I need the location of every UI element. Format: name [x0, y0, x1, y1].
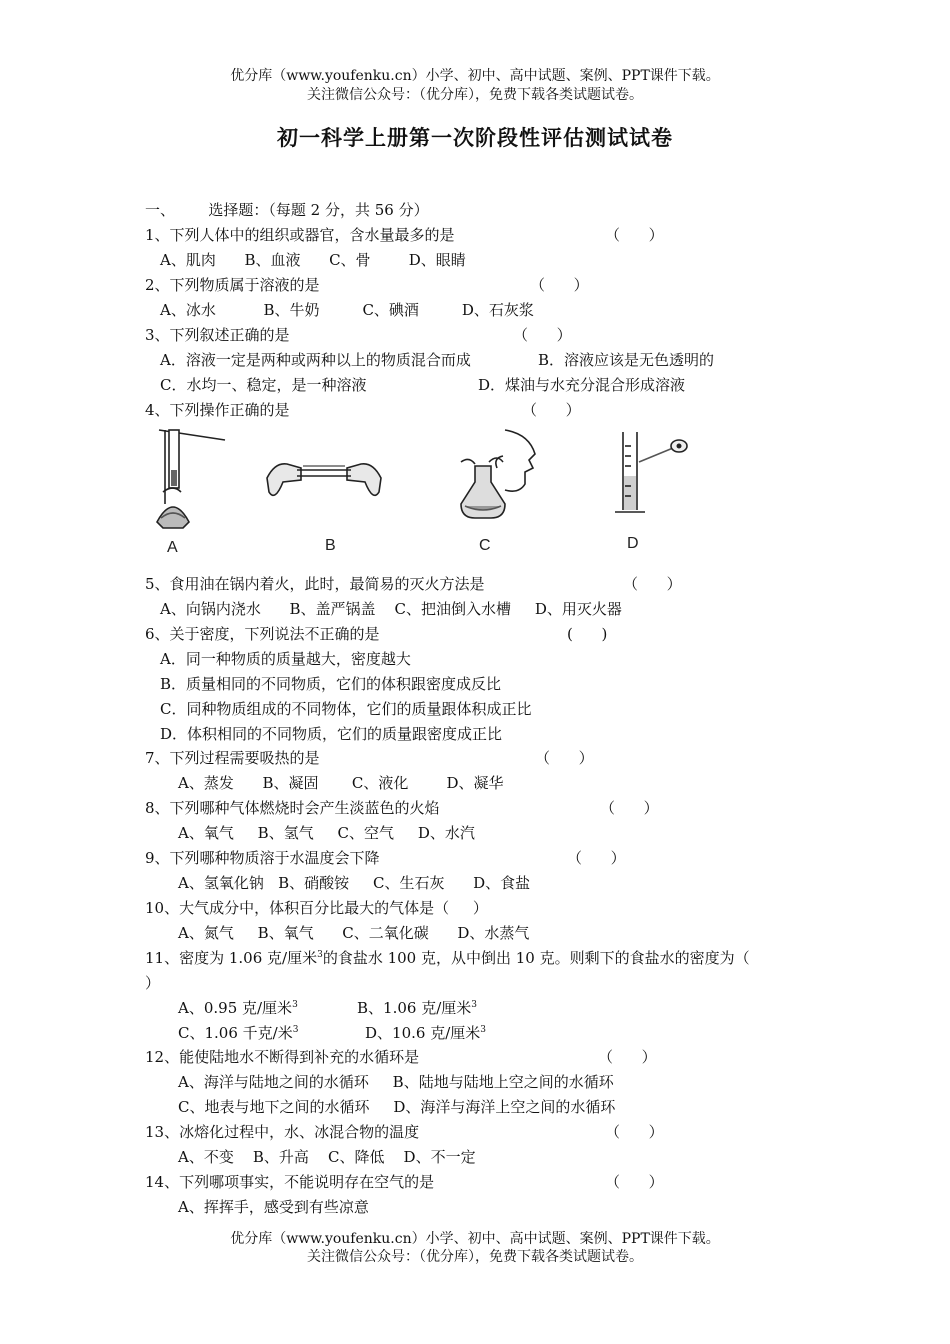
question-1-options: A、肌肉 B、血液 C、骨 D、眼睛 — [160, 251, 466, 269]
question-11-option-d-text: D、10.6 克/厘米 — [365, 1024, 481, 1042]
question-7-options: A、蒸发 B、凝固 C、液化 D、凝华 — [178, 774, 504, 792]
question-6-stem: 6、关于密度，下列说法不正确的是 — [145, 625, 380, 643]
question-11-option-a — [178, 997, 298, 1019]
lab-operations-figure — [145, 426, 705, 561]
question-6-answer-bracket: ( ) — [567, 625, 608, 643]
question-14-answer-bracket: （ ） — [605, 1173, 664, 1191]
question-6-option-d: D．体积相同的不同物质，它们的质量跟密度成正比 — [160, 725, 503, 743]
question-9-answer-bracket: （ ） — [567, 849, 626, 867]
figure-d-graduated-cylinder — [615, 432, 687, 512]
question-3-stem: 3、下列叙述正确的是 — [145, 326, 290, 344]
figure-a-test-tube-heating — [157, 430, 225, 528]
figure-label-b: B — [325, 537, 336, 554]
question-6-option-c: C．同种物质组成的不同物体，它们的质量跟体积成正比 — [160, 700, 532, 718]
footer-line-2: 关注微信公众号：（优分库），免费下载各类试题试卷。 — [307, 1249, 643, 1265]
question-13-stem: 13、冰熔化过程中，水、冰混合物的温度 — [145, 1123, 420, 1141]
question-12-options-row-2: C、地表与地下之间的水循环 D、海洋与海洋上空之间的水循环 — [178, 1098, 616, 1116]
superscript-3: 3 — [480, 1025, 486, 1035]
question-14-option-a: A、挥挥手，感受到有些凉意 — [178, 1198, 369, 1216]
question-4-answer-bracket: （ ） — [522, 401, 581, 419]
question-12-answer-bracket: （ ） — [598, 1048, 657, 1066]
question-3-option-c: C．水均一、稳定，是一种溶液 — [160, 376, 367, 394]
question-2-answer-bracket: （ ） — [530, 276, 589, 294]
question-5-stem: 5、食用油在锅内着火，此时，最简易的灭火方法是 — [145, 575, 485, 593]
superscript-3: 3 — [292, 1000, 298, 1010]
question-12-options-row-1: A、海洋与陆地之间的水循环 B、陆地与陆地上空之间的水循环 — [178, 1073, 614, 1091]
question-11-stem — [145, 947, 750, 969]
question-3-answer-bracket: （ ） — [513, 326, 572, 344]
figure-b-hands-holding-tube — [267, 464, 381, 496]
question-11-stem-continuation: ） — [145, 974, 161, 992]
question-11-option-c-text: C、1.06 千克/米 — [178, 1024, 293, 1042]
question-12-stem: 12、能使陆地水不断得到补充的水循环是 — [145, 1048, 420, 1066]
question-2-options: A、冰水 B、牛奶 C、碘酒 D、石灰浆 — [160, 301, 534, 319]
question-14-stem: 14、下列哪项事实，不能说明存在空气的是 — [145, 1173, 435, 1191]
question-13-options: A、不变 B、升高 C、降低 D、不一定 — [178, 1148, 476, 1166]
question-3-option-a: A．溶液一定是两种或两种以上的物质混合而成 — [160, 351, 471, 369]
question-11-stem-part-2: 的食盐水 100 克，从中倒出 10 克。则剩下的食盐水的密度为（ — [322, 949, 750, 967]
question-10-options: A、氮气 B、氧气 C、二氧化碳 D、水蒸气 — [178, 924, 530, 942]
question-9-options: A、氢氧化钠 B、硝酸铵 C、生石灰 D、食盐 — [178, 874, 531, 892]
question-5-answer-bracket: （ ） — [623, 575, 682, 593]
section-heading: 一、 选择题：（每题 2 分，共 56 分） — [145, 201, 429, 219]
page-title: 初一科学上册第一次阶段性评估测试试卷 — [277, 125, 673, 150]
question-5-options: A、向锅内浇水 B、盖严锅盖 C、把油倒入水槽 D、用灭火器 — [160, 600, 622, 618]
question-9-stem: 9、下列哪种物质溶于水温度会下降 — [145, 849, 380, 867]
question-3-option-b: B．溶液应该是无色透明的 — [538, 351, 715, 369]
question-6-option-a: A．同一种物质的质量越大，密度越大 — [160, 650, 411, 668]
question-10-stem: 10、大气成分中，体积百分比最大的气体是（ ） — [145, 899, 488, 917]
question-11-option-c — [178, 1022, 298, 1044]
question-7-stem: 7、下列过程需要吸热的是 — [145, 749, 320, 767]
question-8-answer-bracket: （ ） — [600, 799, 659, 817]
question-4-stem: 4、下列操作正确的是 — [145, 401, 290, 419]
question-1-answer-bracket: （ ） — [605, 226, 664, 244]
figure-label-d: D — [627, 535, 639, 552]
question-11-option-a-text: A、0.95 克/厘米 — [178, 999, 293, 1017]
question-13-answer-bracket: （ ） — [605, 1123, 664, 1141]
question-11-option-b-text: B、1.06 克/厘米 — [357, 999, 472, 1017]
header-line-1: 优分库（www.youfenku.cn）小学、初中、高中试题、案例、PPT课件下载。 — [230, 68, 720, 84]
question-8-options: A、氧气 B、氢气 C、空气 D、水汽 — [178, 824, 475, 842]
figure-label-a: A — [167, 539, 178, 556]
question-3-option-d: D．煤油与水充分混合形成溶液 — [478, 376, 686, 394]
superscript-3: 3 — [292, 1025, 299, 1035]
footer-line-1: 优分库（www.youfenku.cn）小学、初中、高中试题、案例、PPT课件下载。 — [230, 1231, 720, 1247]
question-6-option-b: B．质量相同的不同物质，它们的体积跟密度成反比 — [160, 675, 502, 693]
question-2-stem: 2、下列物质属于溶液的是 — [145, 276, 320, 294]
question-11-option-b — [357, 997, 477, 1019]
question-8-stem: 8、下列哪种气体燃烧时会产生淡蓝色的火焰 — [145, 799, 440, 817]
figure-c-smelling-flask — [461, 430, 535, 518]
question-7-answer-bracket: （ ） — [535, 749, 594, 767]
question-11-stem-part-1: 11、密度为 1.06 克/厘米 — [145, 949, 318, 967]
question-1-stem: 1、下列人体中的组织或器官，含水量最多的是 — [145, 226, 455, 244]
header-line-2: 关注微信公众号：（优分库），免费下载各类试题试卷。 — [307, 87, 643, 103]
question-11-option-d — [365, 1022, 486, 1044]
figure-label-c: C — [479, 537, 491, 554]
superscript-3: 3 — [471, 1000, 477, 1010]
superscript-3: 3 — [317, 950, 323, 960]
